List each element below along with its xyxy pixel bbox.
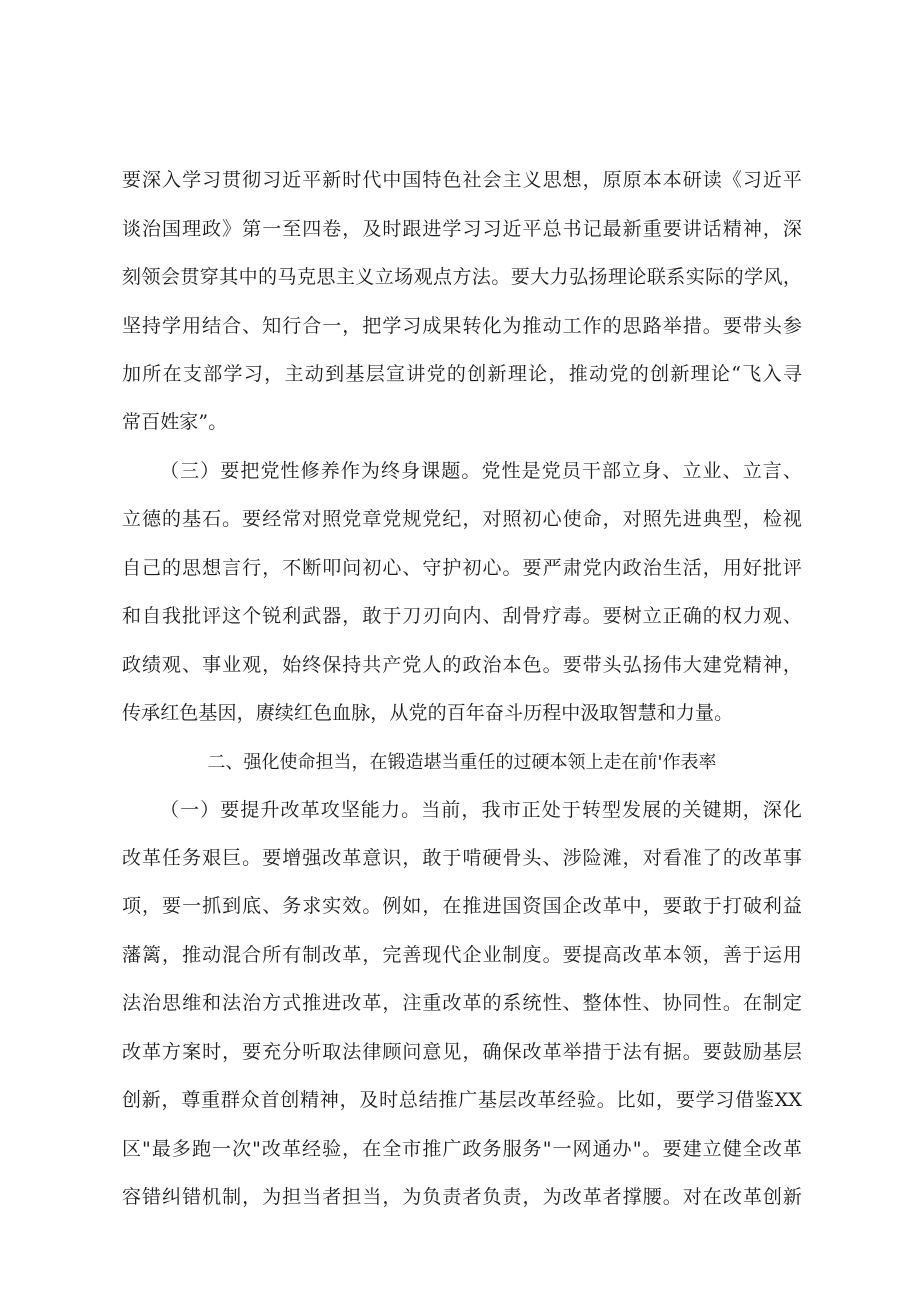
paragraph-line: 加所在支部学习，主动到基层宣讲党的创新理论，推动党的创新理论“飞入寻	[122, 363, 802, 385]
paragraph-line: 法治思维和法治方式推进改革，注重改革的系统性、整体性、协同性。在制定	[122, 992, 802, 1014]
paragraph-line: 坚持学用结合、知行合一，把学习成果转化为推动工作的思路举措。要带头参	[122, 315, 802, 337]
paragraph-line: 刻领会贯穿其中的马克思主义立场观点方法。要大力弘扬理论联系实际的学风，	[122, 266, 802, 288]
paragraph-line: 容错纠错机制，为担当者担当，为负责者负责，为改革者撑腰。对在改革创新	[122, 1186, 802, 1208]
paragraph-first-line: （一）要提升改革攻坚能力。当前，我市正处于转型发展的关键期，深化	[160, 799, 802, 821]
paragraph-line: 自己的思想言行，不断叩问初心、守护初心。要严肃党内政治生活，用好批评	[122, 557, 802, 579]
paragraph-line: 区"最多跑一次"改革经验，在全市推广政务服务"一网通办"。要建立健全改革	[122, 1138, 802, 1160]
paragraph-line: 立德的基石。要经常对照党章党规党纪，对照初心使命，对照先进典型，检视	[122, 508, 802, 530]
paragraph-line: 谈治国理政》第一至四卷，及时跟进学习习近平总书记最新重要讲话精神，深	[122, 218, 802, 240]
paragraph-line: 传承红色基因，赓续红色血脉，从党的百年奋斗历程中汲取智慧和力量。	[122, 702, 734, 724]
paragraph-line: 和自我批评这个锐利武器，敢于刀刃向内、刮骨疗毒。要树立正确的权力观、	[122, 605, 802, 627]
paragraph-line: 创新，尊重群众首创精神，及时总结推广基层改革经验。比如，要学习借鉴XX	[122, 1089, 802, 1111]
paragraph-line: 常百姓家”。	[122, 411, 228, 433]
paragraph-first-line: （三）要把党性修养作为终身课题。党性是党员干部立身、立业、立言、	[160, 460, 802, 482]
section-heading: 二、强化使命担当，在锻造堪当重任的过硬本领上走在前'作表率	[207, 752, 717, 773]
paragraph-line: 改革任务艰巨。要增强改革意识，敢于啃硬骨头、涉险滩，对看准了的改革事	[122, 847, 802, 869]
paragraph-line: 政绩观、事业观，始终保持共产党人的政治本色。要带头弘扬伟大建党精神，	[122, 654, 802, 676]
paragraph-line: 要深入学习贯彻习近平新时代中国特色社会主义思想，原原本本研读《习近平	[122, 169, 802, 191]
paragraph-line: 藩篱，推动混合所有制改革，完善现代企业制度。要提高改革本领，善于运用	[122, 944, 802, 966]
paragraph-line: 项，要一抓到底、务求实效。例如，在推进国资国企改革中，要敢于打破利益	[122, 895, 802, 917]
paragraph-line: 改革方案时，要充分听取法律顾问意见，确保改革举措于法有据。要鼓励基层	[122, 1041, 802, 1063]
